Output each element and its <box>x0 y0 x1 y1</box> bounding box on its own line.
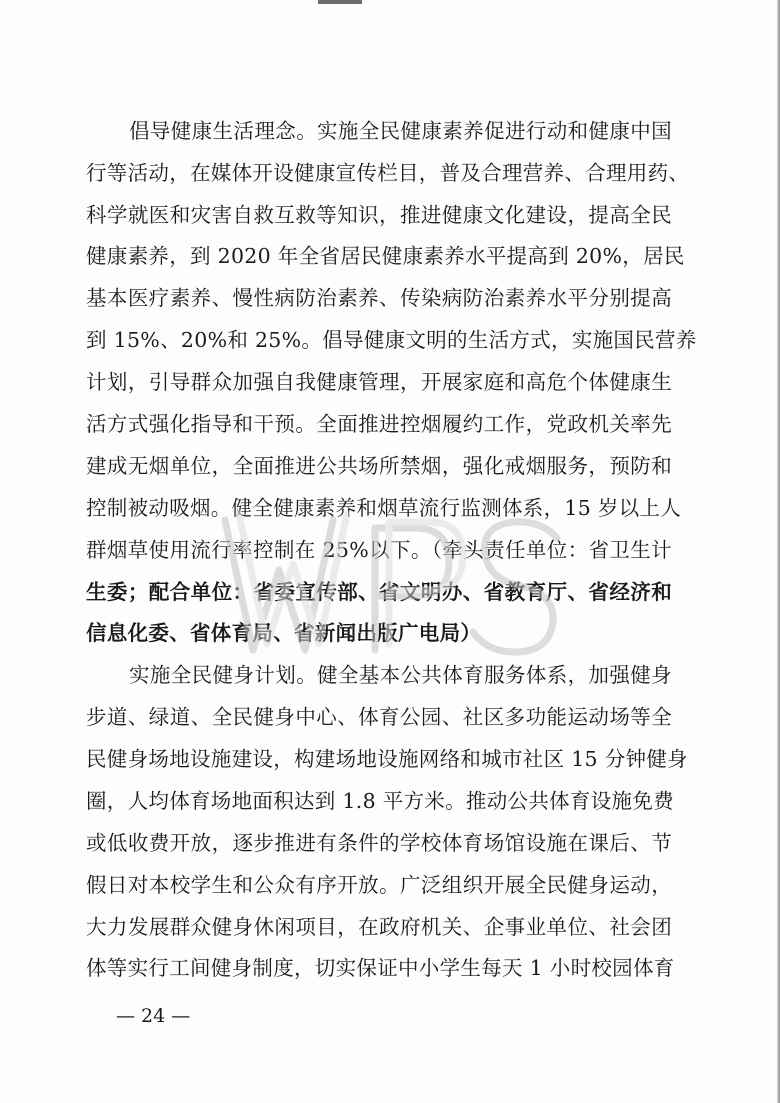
paragraph-2-line-2: 步道、绿道、全民健身中心、体育公园、社区多功能运动场等全 <box>86 705 672 729</box>
page-number: — 24 — <box>116 1005 191 1027</box>
paragraph-1-line-7: 计划，引导群众加强自我健康管理，开展家庭和高危个体健康生 <box>86 370 672 394</box>
paragraph-2-line-1: 实施全民健身计划。健全基本公共体育服务体系，加强健身 <box>129 663 672 687</box>
paragraph-1-line-2: 行等活动，在媒体开设健康宣传栏目，普及合理营养、合理用药、 <box>86 161 690 185</box>
paragraph-1-line-13: 信息化委、省体育局、省新闻出版广电局） <box>86 621 482 645</box>
paragraph-1-line-12: 生委；配合单位：省委宣传部、省文明办、省教育厅、省经济和 <box>86 580 672 604</box>
paragraph-2-line-6: 假日对本校学生和公众有序开放。广泛组织开展全民健身运动， <box>86 873 672 897</box>
paragraph-1-line-3: 科学就医和灾害自救互救等知识，推进健康文化建设，提高全民 <box>86 203 672 227</box>
paragraph-1-line-8: 活方式强化指导和干预。全面推进控烟履约工作，党政机关率先 <box>86 412 672 436</box>
paragraph-1-line-6: 到 15%、20%和 25%。倡导健康文明的生活方式，实施国民营养 <box>86 328 697 352</box>
paragraph-2-line-5: 或低收费开放，逐步推进有条件的学校体育场馆设施在课后、节 <box>86 831 672 855</box>
paragraph-2-line-3: 民健身场地设施建设，构建场地设施网络和城市社区 15 分钟健身 <box>86 747 688 771</box>
paragraph-2-line-7: 大力发展群众健身休闲项目，在政府机关、企事业单位、社会团 <box>86 915 672 939</box>
paragraph-1-line-1: 倡导健康生活理念。实施全民健康素养促进行动和健康中国 <box>129 119 672 143</box>
paragraph-1-line-9: 建成无烟单位，全面推进公共场所禁烟，强化戒烟服务，预防和 <box>86 454 672 478</box>
paragraph-1-line-5: 基本医疗素养、慢性病防治素养、传染病防治素养水平分别提高 <box>86 286 672 310</box>
paragraph-2-line-4: 圈，人均体育场地面积达到 1.8 平方米。推动公共体育设施免费 <box>86 789 674 813</box>
paragraph-1-line-11: 群烟草使用流行率控制在 25%以下。（牵头责任单位：省卫生计 <box>86 538 672 562</box>
paragraph-2-line-8: 体等实行工间健身制度，切实保证中小学生每天 1 小时校园体育 <box>86 956 675 980</box>
paragraph-1-line-10: 控制被动吸烟。健全健康素养和烟草流行监测体系，15 岁以上人 <box>86 496 682 520</box>
scan-top-mark <box>318 0 362 4</box>
paragraph-1-line-4: 健康素养，到 2020 年全省居民健康素养水平提高到 20%，居民 <box>86 244 685 268</box>
